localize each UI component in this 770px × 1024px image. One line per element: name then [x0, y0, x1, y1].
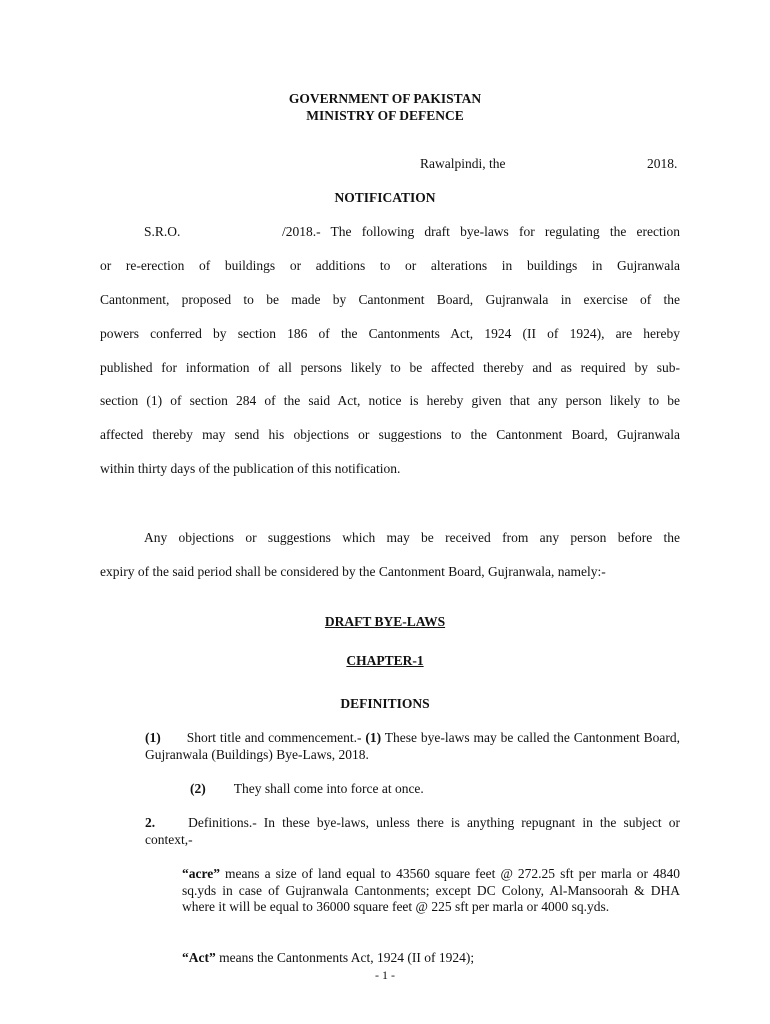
draft-bye-laws-title: DRAFT BYE-LAWS: [324, 614, 446, 629]
dateline-place: Rawalpindi, the: [420, 156, 506, 171]
header-ministry: MINISTRY OF DEFENCE: [306, 108, 464, 123]
sro-line-6: section (1) of section 284 of the said Act, notice is hereby given that any person likely to be: [100, 393, 680, 408]
page-number: - 1 -: [375, 968, 395, 982]
sro-line-1: /2018.- The following draft bye-laws for regulating the erection: [282, 224, 680, 239]
objections-line-1: Any objections or suggestions which may be received from any person before the: [144, 530, 680, 545]
sro-line-8: within thirty days of the publication of this notification.: [100, 461, 401, 476]
clause-2-number: 2.: [145, 815, 156, 830]
dateline-year: 2018.: [647, 156, 678, 171]
sro-line-3: Cantonment, proposed to be made by Cantonment Board, Gujranwala in exercise of the: [100, 292, 680, 307]
chapter-title: CHAPTER-1: [346, 653, 424, 668]
sro-line-2: or re-erection of buildings or additions to or alterations in buildings in Gujranwala: [100, 258, 680, 273]
definition-acre-text: means a size of land equal to 43560 square feet @ 272.25 sft per marla or 4840 sq.yds in case of Gujranwala Cantonments; except DC Colony, Al-Mansoorah & DHA where it will be equal to 36000 square feet @ 225 sft per marla or 4000 sq.yds.: [182, 866, 681, 914]
clause-2: [145, 815, 680, 848]
clause-1-2: [190, 781, 424, 797]
definitions-title: DEFINITIONS: [340, 696, 430, 711]
definition-act-term: “Act”: [182, 950, 216, 965]
sro-label: S.R.O.: [144, 224, 181, 239]
sro-line-7: affected thereby may send his objections or suggestions to the Cantonment Board, Gujranwala: [100, 427, 680, 442]
clause-1-2-text: They shall come into force at once.: [233, 781, 424, 796]
clause-1-number: (1): [145, 730, 161, 745]
clause-1-2-number: (2): [190, 781, 206, 796]
definition-acre-term: “acre”: [182, 866, 220, 881]
objections-line-2: expiry of the said period shall be considered by the Cantonment Board, Gujranwala, namely:-: [100, 564, 606, 579]
clause-1-heading: Short title and commencement.-: [186, 730, 362, 745]
sro-line-4: powers conferred by section 186 of the Cantonments Act, 1924 (II of 1924), are hereby: [100, 326, 680, 341]
clause-1-text: These bye-laws may be called the Cantonment Board, Gujranwala (Buildings) Bye-Laws, 2018.: [145, 730, 681, 762]
definition-act: [182, 950, 680, 967]
definition-acre: [182, 866, 680, 916]
sro-line-5: published for information of all persons likely to be affected thereby and as required by sub-: [100, 360, 680, 375]
header-government: GOVERNMENT OF PAKISTAN: [288, 91, 482, 106]
notification-title: NOTIFICATION: [334, 190, 436, 205]
clause-1: [145, 730, 680, 763]
definition-act-text: means the Cantonments Act, 1924 (II of 1924);: [219, 950, 475, 965]
clause-2-text: Definitions.- In these bye-laws, unless there is anything repugnant in the subject or context,-: [145, 815, 680, 847]
clause-1-sub-number: (1): [365, 730, 382, 745]
